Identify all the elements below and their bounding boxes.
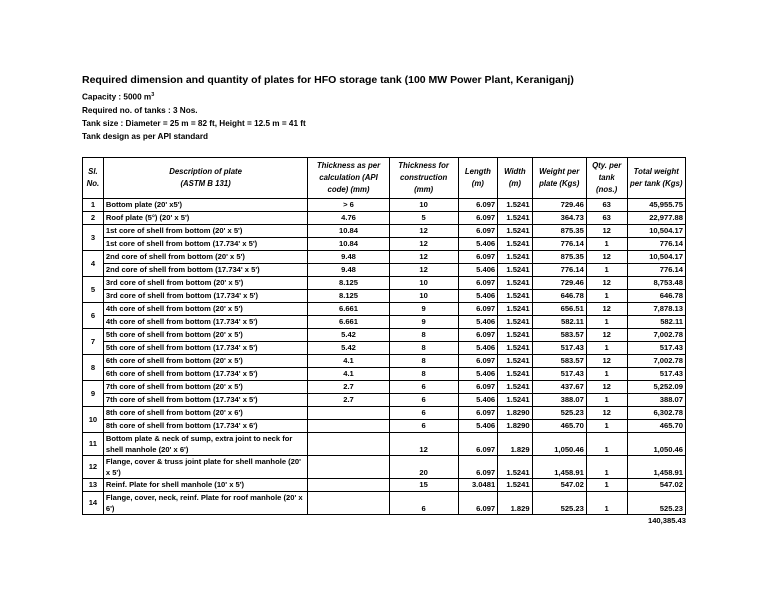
cell-sl: 5 [83, 276, 104, 302]
capacity-superscript: 3 [151, 92, 155, 98]
cell-thickness-api [308, 478, 389, 491]
cell-weight: 525.23 [532, 406, 586, 419]
cell-thickness-construction: 10 [389, 289, 458, 302]
cell-qty: 1 [586, 393, 627, 406]
document-title: Required dimension and quantity of plates for HFO storage tank (100 MW Power Plant, Keraniganj) [82, 74, 574, 86]
cell-total: 7,002.78 [627, 328, 686, 341]
cell-qty: 1 [586, 419, 627, 432]
cell-sl: 7 [83, 328, 104, 354]
cell-length: 6.097 [458, 432, 498, 455]
cell-qty: 1 [586, 491, 627, 514]
cell-total: 5,252.09 [627, 380, 686, 393]
cell-thickness-api: 4.1 [308, 354, 389, 367]
cell-width: 1.5241 [498, 380, 532, 393]
cell-thickness-api: 5.42 [308, 328, 389, 341]
cell-total: 517.43 [627, 367, 686, 380]
cell-length: 6.097 [458, 302, 498, 315]
cell-total: 776.14 [627, 237, 686, 250]
cell-qty: 1 [586, 478, 627, 491]
cell-total: 7,002.78 [627, 354, 686, 367]
cell-qty: 1 [586, 367, 627, 380]
cell-total: 517.43 [627, 341, 686, 354]
cell-length: 5.406 [458, 419, 498, 432]
cell-description: Bottom plate & neck of sump, extra joint to neck for shell manhole (20' x 6') [103, 432, 307, 455]
cell-thickness-construction: 6 [389, 393, 458, 406]
cell-total: 10,504.17 [627, 224, 686, 237]
cell-total: 1,050.46 [627, 432, 686, 455]
header-total: Total weight per tank (Kgs) [627, 157, 686, 198]
cell-description: 3rd core of shell from bottom (17.734' x 5') [103, 289, 307, 302]
cell-description: Roof plate (5°) (20' x 5') [103, 211, 307, 224]
cell-qty: 12 [586, 250, 627, 263]
cell-width: 1.8290 [498, 406, 532, 419]
cell-qty: 1 [586, 237, 627, 250]
cell-length: 5.406 [458, 315, 498, 328]
table-row [83, 419, 686, 432]
table-row [83, 380, 686, 393]
cell-length: 5.406 [458, 237, 498, 250]
cell-sl: 1 [83, 198, 104, 211]
capacity-text: Capacity : 5000 m [82, 92, 152, 102]
cell-width: 1.8290 [498, 419, 532, 432]
cell-thickness-construction: 6 [389, 491, 458, 514]
table-row [83, 341, 686, 354]
cell-description: 6th core of shell from bottom (20' x 5') [103, 354, 307, 367]
cell-sl: 3 [83, 224, 104, 250]
cell-sl: 10 [83, 406, 104, 432]
cell-thickness-api: 4.76 [308, 211, 389, 224]
cell-description: 6th core of shell from bottom (17.734' x 5') [103, 367, 307, 380]
table-row [83, 406, 686, 419]
plates-table [82, 157, 686, 515]
cell-weight: 437.67 [532, 380, 586, 393]
cell-total: 547.02 [627, 478, 686, 491]
document [82, 74, 688, 525]
table-row [83, 315, 686, 328]
cell-thickness-api [308, 419, 389, 432]
cell-total: 525.23 [627, 491, 686, 514]
cell-length: 5.406 [458, 393, 498, 406]
cell-weight: 388.07 [532, 393, 586, 406]
cell-thickness-construction: 12 [389, 263, 458, 276]
cell-qty: 63 [586, 198, 627, 211]
cell-qty: 1 [586, 289, 627, 302]
table-row [83, 302, 686, 315]
cell-thickness-construction: 8 [389, 354, 458, 367]
cell-total: 10,504.17 [627, 250, 686, 263]
cell-total: 6,302.78 [627, 406, 686, 419]
cell-length: 6.097 [458, 455, 498, 478]
cell-qty: 12 [586, 302, 627, 315]
cell-width: 1.5241 [498, 455, 532, 478]
cell-thickness-construction: 5 [389, 211, 458, 224]
table-row [83, 367, 686, 380]
cell-thickness-api: 5.42 [308, 341, 389, 354]
cell-thickness-construction: 9 [389, 315, 458, 328]
table-row [83, 198, 686, 211]
cell-sl: 9 [83, 380, 104, 406]
cell-thickness-api: 10.84 [308, 224, 389, 237]
cell-length: 6.097 [458, 406, 498, 419]
table-row [83, 224, 686, 237]
cell-weight: 875.35 [532, 250, 586, 263]
cell-thickness-api: > 6 [308, 198, 389, 211]
capacity-line [82, 89, 688, 104]
tank-size-line: Tank size : Diameter = 25 m = 82 ft, Height = 12.5 m = 41 ft [82, 118, 306, 128]
cell-width: 1.5241 [498, 237, 532, 250]
cell-weight: 583.57 [532, 354, 586, 367]
cell-description: Bottom plate (20' x5') [103, 198, 307, 211]
cell-weight: 364.73 [532, 211, 586, 224]
cell-length: 6.097 [458, 328, 498, 341]
cell-length: 6.097 [458, 198, 498, 211]
table-row [83, 455, 686, 478]
cell-length: 5.406 [458, 341, 498, 354]
cell-total: 1,458.91 [627, 455, 686, 478]
table-body [83, 198, 686, 514]
cell-sl: 4 [83, 250, 104, 276]
cell-total: 22,977.88 [627, 211, 686, 224]
cell-total: 45,955.75 [627, 198, 686, 211]
cell-description: 1st core of shell from bottom (20' x 5') [103, 224, 307, 237]
cell-width: 1.5241 [498, 198, 532, 211]
cell-weight: 776.14 [532, 237, 586, 250]
cell-thickness-api [308, 406, 389, 419]
cell-thickness-api: 8.125 [308, 289, 389, 302]
cell-thickness-api: 2.7 [308, 380, 389, 393]
cell-thickness-api: 9.48 [308, 263, 389, 276]
header-qty: Qty. per tank (nos.) [586, 157, 627, 198]
cell-qty: 12 [586, 224, 627, 237]
cell-thickness-api [308, 491, 389, 514]
cell-thickness-construction: 9 [389, 302, 458, 315]
cell-sl: 12 [83, 455, 104, 478]
cell-weight: 583.57 [532, 328, 586, 341]
cell-width: 1.5241 [498, 250, 532, 263]
cell-sl: 8 [83, 354, 104, 380]
cell-thickness-api: 2.7 [308, 393, 389, 406]
cell-total: 465.70 [627, 419, 686, 432]
cell-thickness-api: 6.661 [308, 315, 389, 328]
header-description [103, 157, 307, 198]
cell-total: 776.14 [627, 263, 686, 276]
table-row [83, 250, 686, 263]
cell-description: 4th core of shell from bottom (17.734' x 5') [103, 315, 307, 328]
table-row [83, 276, 686, 289]
header-sl: Sl. No. [83, 157, 104, 198]
cell-thickness-construction: 12 [389, 432, 458, 455]
table-row [83, 211, 686, 224]
cell-total: 582.11 [627, 315, 686, 328]
cell-width: 1.5241 [498, 263, 532, 276]
cell-width: 1.5241 [498, 354, 532, 367]
cell-weight: 547.02 [532, 478, 586, 491]
cell-description: 8th core of shell from bottom (20' x 6') [103, 406, 307, 419]
cell-width: 1.5241 [498, 328, 532, 341]
cell-total: 388.07 [627, 393, 686, 406]
cell-thickness-construction: 8 [389, 367, 458, 380]
cell-description: 2nd core of shell from bottom (20' x 5') [103, 250, 307, 263]
table-row [83, 328, 686, 341]
cell-thickness-construction: 12 [389, 224, 458, 237]
cell-thickness-construction: 15 [389, 478, 458, 491]
table-header-row [83, 157, 686, 198]
cell-width: 1.5241 [498, 289, 532, 302]
cell-description: Flange, cover & truss joint plate for shell manhole (20' x 5') [103, 455, 307, 478]
cell-width: 1.5241 [498, 302, 532, 315]
cell-width: 1.5241 [498, 276, 532, 289]
cell-thickness-construction: 12 [389, 250, 458, 263]
cell-qty: 12 [586, 328, 627, 341]
cell-thickness-construction: 10 [389, 276, 458, 289]
cell-width: 1.829 [498, 491, 532, 514]
cell-sl: 14 [83, 491, 104, 514]
cell-sl: 11 [83, 432, 104, 455]
cell-thickness-construction: 20 [389, 455, 458, 478]
cell-qty: 1 [586, 455, 627, 478]
cell-thickness-api [308, 455, 389, 478]
cell-description: 5th core of shell from bottom (20' x 5') [103, 328, 307, 341]
cell-thickness-construction: 8 [389, 341, 458, 354]
cell-width: 1.5241 [498, 393, 532, 406]
cell-total: 7,878.13 [627, 302, 686, 315]
cell-thickness-construction: 6 [389, 380, 458, 393]
cell-weight: 465.70 [532, 419, 586, 432]
cell-description: 1st core of shell from bottom (17.734' x 5') [103, 237, 307, 250]
cell-qty: 12 [586, 276, 627, 289]
cell-qty: 12 [586, 354, 627, 367]
table-row [83, 263, 686, 276]
cell-thickness-construction: 12 [389, 237, 458, 250]
cell-length: 6.097 [458, 250, 498, 263]
cell-width: 1.5241 [498, 211, 532, 224]
cell-description: 5th core of shell from bottom (17.734' x 5') [103, 341, 307, 354]
cell-weight: 729.46 [532, 198, 586, 211]
cell-weight: 517.43 [532, 367, 586, 380]
cell-description: 4th core of shell from bottom (20' x 5') [103, 302, 307, 315]
cell-thickness-api [308, 432, 389, 455]
cell-total: 646.78 [627, 289, 686, 302]
cell-width: 1.5241 [498, 341, 532, 354]
cell-weight: 776.14 [532, 263, 586, 276]
header-desc-line2: (ASTM B 131) [180, 178, 231, 188]
cell-sl: 13 [83, 478, 104, 491]
table-row [83, 393, 686, 406]
cell-weight: 517.43 [532, 341, 586, 354]
cell-width: 1.5241 [498, 478, 532, 491]
cell-qty: 12 [586, 406, 627, 419]
cell-qty: 63 [586, 211, 627, 224]
cell-thickness-api: 9.48 [308, 250, 389, 263]
cell-sl: 2 [83, 211, 104, 224]
cell-length: 5.406 [458, 289, 498, 302]
cell-weight: 525.23 [532, 491, 586, 514]
cell-width: 1.5241 [498, 315, 532, 328]
header-desc-line1: Description of plate [169, 166, 242, 176]
header-thickness-api: Thickness as per calculation (API code) (mm) [308, 157, 389, 198]
cell-thickness-construction: 8 [389, 328, 458, 341]
cell-qty: 1 [586, 263, 627, 276]
cell-width: 1.5241 [498, 224, 532, 237]
cell-thickness-api: 6.661 [308, 302, 389, 315]
cell-length: 6.097 [458, 211, 498, 224]
table-row [83, 478, 686, 491]
cell-description: 2nd core of shell from bottom (17.734' x 5') [103, 263, 307, 276]
cell-qty: 1 [586, 341, 627, 354]
cell-length: 5.406 [458, 367, 498, 380]
cell-total: 8,753.48 [627, 276, 686, 289]
cell-description: Reinf. Plate for shell manhole (10' x 5') [103, 478, 307, 491]
cell-sl: 6 [83, 302, 104, 328]
cell-qty: 12 [586, 380, 627, 393]
table-row [83, 491, 686, 514]
cell-description: 7th core of shell from bottom (20' x 5') [103, 380, 307, 393]
cell-length: 6.097 [458, 224, 498, 237]
cell-weight: 656.51 [532, 302, 586, 315]
tanks-line: Required no. of tanks : 3 Nos. [82, 105, 198, 115]
cell-width: 1.5241 [498, 367, 532, 380]
cell-thickness-construction: 10 [389, 198, 458, 211]
cell-length: 3.0481 [458, 478, 498, 491]
cell-qty: 1 [586, 315, 627, 328]
cell-description: Flange, cover, neck, reinf. Plate for roof manhole (20' x 6') [103, 491, 307, 514]
cell-weight: 729.46 [532, 276, 586, 289]
header-width: Width (m) [498, 157, 532, 198]
cell-weight: 646.78 [532, 289, 586, 302]
cell-width: 1.829 [498, 432, 532, 455]
cell-description: 7th core of shell from bottom (17.734' x 5') [103, 393, 307, 406]
cell-length: 6.097 [458, 354, 498, 367]
grand-total: 140,385.43 [647, 515, 686, 525]
cell-length: 6.097 [458, 276, 498, 289]
table-row [83, 237, 686, 250]
header-thickness-construction: Thickness for construction (mm) [389, 157, 458, 198]
cell-length: 5.406 [458, 263, 498, 276]
cell-thickness-api: 8.125 [308, 276, 389, 289]
cell-qty: 1 [586, 432, 627, 455]
table-row [83, 289, 686, 302]
cell-description: 8th core of shell from bottom (17.734' x 6') [103, 419, 307, 432]
cell-description: 3rd core of shell from bottom (20' x 5') [103, 276, 307, 289]
cell-thickness-api: 4.1 [308, 367, 389, 380]
cell-thickness-api: 10.84 [308, 237, 389, 250]
header-weight: Weight per plate (Kgs) [532, 157, 586, 198]
cell-weight: 1,050.46 [532, 432, 586, 455]
cell-length: 6.097 [458, 491, 498, 514]
header-length: Length (m) [458, 157, 498, 198]
cell-weight: 875.35 [532, 224, 586, 237]
cell-thickness-construction: 6 [389, 419, 458, 432]
table-row [83, 432, 686, 455]
cell-thickness-construction: 6 [389, 406, 458, 419]
design-line: Tank design as per API standard [82, 131, 209, 141]
cell-length: 6.097 [458, 380, 498, 393]
cell-weight: 582.11 [532, 315, 586, 328]
cell-weight: 1,458.91 [532, 455, 586, 478]
table-row [83, 354, 686, 367]
